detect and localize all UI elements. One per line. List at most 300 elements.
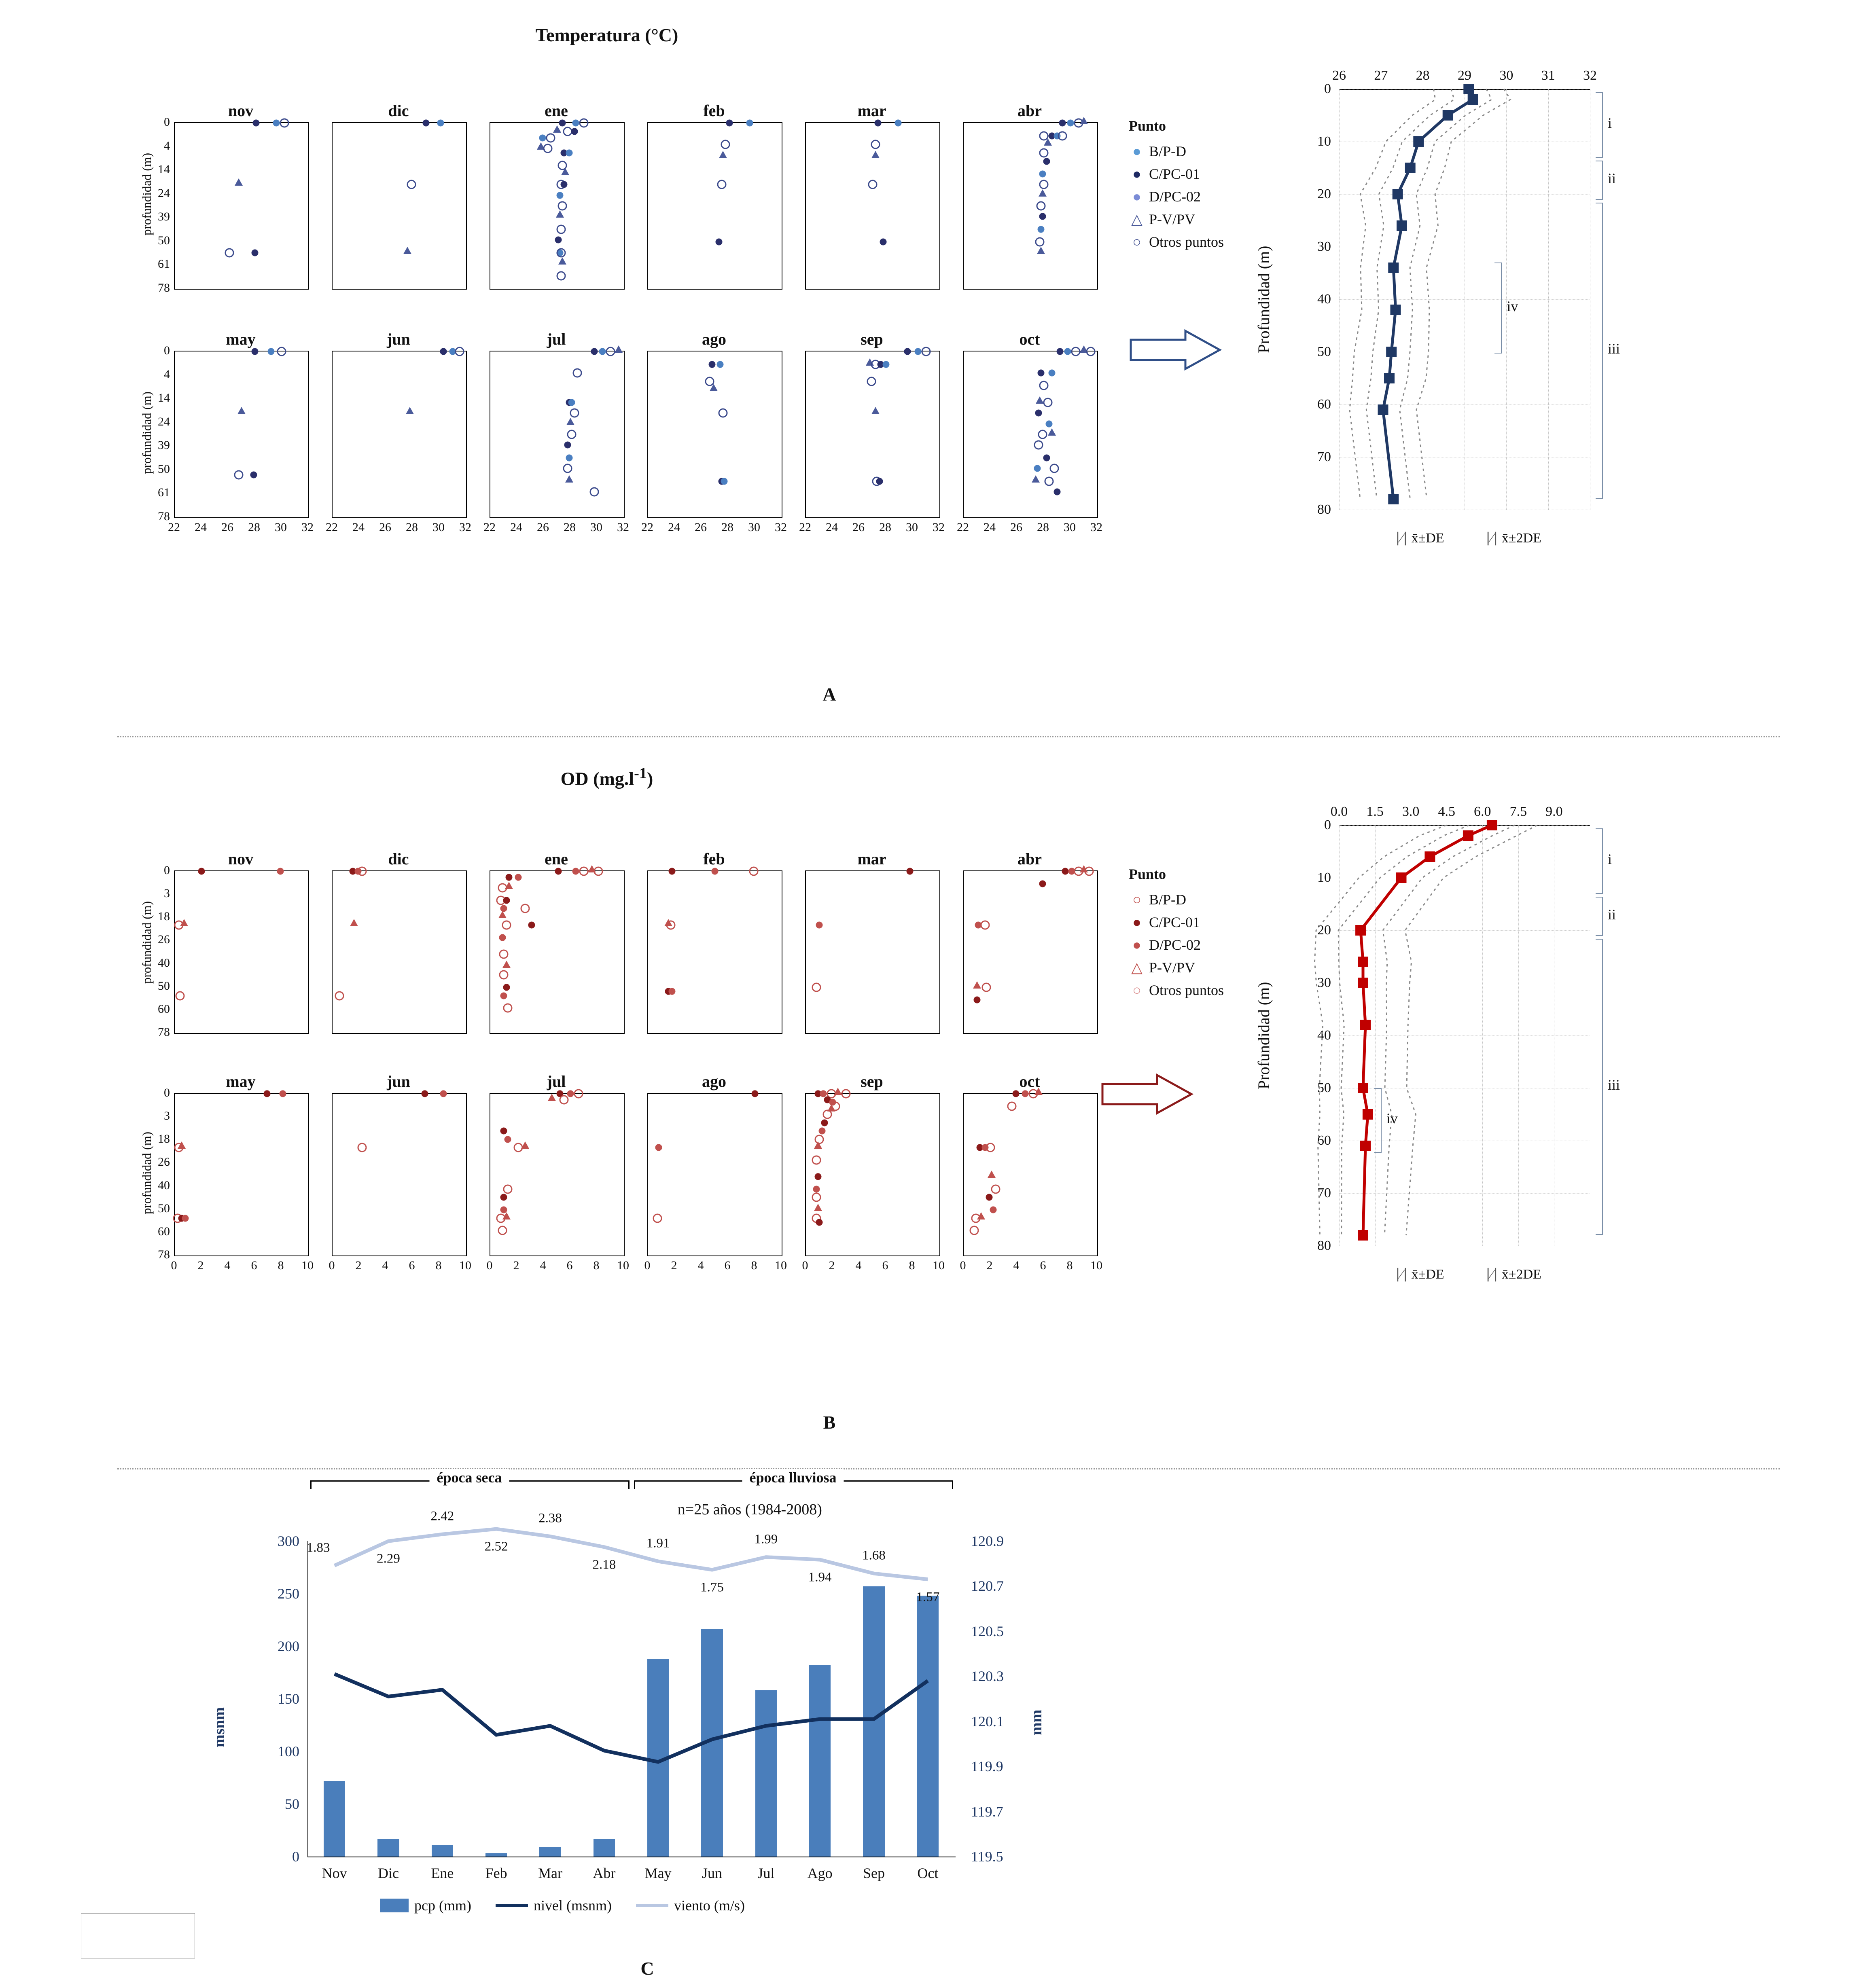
- profile-marker: [1384, 373, 1395, 383]
- data-point: [555, 237, 562, 243]
- data-point: [440, 1090, 447, 1097]
- y-tick-label: 3: [164, 887, 170, 900]
- panel-b-title: OD $(mg.l^{-1})$: [560, 765, 653, 789]
- y-tick-label: 24: [158, 186, 170, 200]
- x-tick-label: 22: [326, 521, 338, 534]
- y-tick-left: 0: [292, 1848, 299, 1865]
- panel-letter-b: B: [823, 1412, 836, 1433]
- y-tick-right: 119.7: [971, 1803, 1003, 1820]
- profile-marker: [1388, 263, 1399, 273]
- data-point: [986, 1143, 995, 1152]
- x-tick-label: 24: [510, 521, 522, 534]
- scatter-panel-jun: [332, 351, 467, 518]
- x-tick-label: 2: [355, 1259, 362, 1272]
- profile-marker: [1463, 84, 1474, 94]
- month-label-ago: ago: [702, 330, 726, 348]
- data-point: [565, 475, 573, 483]
- profile-marker: [1391, 305, 1401, 315]
- data-point: [198, 868, 205, 875]
- y-tick-label: 78: [158, 1025, 170, 1039]
- axis-title-profundidad-a1: profundidad (m): [140, 152, 154, 236]
- x-tick-label: 7.5: [1509, 804, 1527, 819]
- month-label-nov: nov: [228, 102, 254, 120]
- x-tick-label: 26: [1332, 68, 1346, 83]
- x-tick-label: 4: [224, 1259, 231, 1272]
- profile-marker: [1487, 820, 1497, 830]
- data-point: [982, 983, 991, 992]
- data-point: [182, 1215, 189, 1222]
- x-axis-jul: [486, 1256, 629, 1274]
- x-tick-label: 26: [379, 521, 391, 534]
- x-tick-label: 4: [382, 1259, 388, 1272]
- legend-label: C/PC-01: [1149, 914, 1200, 930]
- y-tick-label: 18: [158, 910, 170, 923]
- wind-value-label: 2.29: [377, 1551, 400, 1566]
- y-tick-label: 0: [164, 864, 170, 877]
- y-tick-label: 78: [158, 1248, 170, 1261]
- month-label-mar: mar: [857, 102, 886, 120]
- legend-punto-od: [1129, 866, 1224, 1001]
- x-axis-may: [168, 518, 314, 536]
- data-point: [225, 248, 234, 257]
- x-tick-label: 2: [671, 1259, 677, 1272]
- data-point: [666, 921, 676, 930]
- axis-title-msnm: msnm: [211, 1707, 228, 1747]
- x-axis-jun: [329, 1256, 471, 1274]
- y-tick-label: 3: [164, 1109, 170, 1123]
- y-tick-label: 40: [158, 1178, 170, 1192]
- data-point: [1038, 226, 1045, 233]
- data-point: [499, 934, 506, 941]
- month-label-may: may: [226, 330, 256, 348]
- data-point: [556, 271, 566, 281]
- data-point: [579, 867, 589, 876]
- month-label-sep: sep: [861, 1072, 883, 1090]
- data-point: [500, 1194, 507, 1201]
- data-point: [502, 961, 511, 968]
- x-tick-label: 32: [459, 521, 471, 534]
- data-point: [556, 224, 566, 234]
- zone-label-iii: iii: [1608, 1076, 1620, 1093]
- month-label-nov: nov: [228, 850, 254, 868]
- profile-chart-od: [1238, 781, 1643, 1412]
- profile-marker: [1393, 189, 1403, 199]
- data-point: [1043, 158, 1050, 165]
- wind-value-label: 1.68: [862, 1548, 886, 1563]
- y-tick-label: 30: [1317, 239, 1331, 254]
- y-tick-label: 24: [158, 415, 170, 428]
- data-point: [263, 1090, 270, 1097]
- scatter-panel-oct: [963, 351, 1098, 518]
- data-point: [556, 210, 564, 218]
- legend-item-otros: [1129, 979, 1224, 1001]
- data-point: [822, 1110, 832, 1119]
- data-point: [715, 239, 722, 246]
- scatter-panel-jul: [490, 351, 625, 518]
- zone-label-ii: ii: [1608, 170, 1616, 186]
- filled-circle-icon: ●: [1132, 143, 1141, 159]
- data-point: [1056, 348, 1063, 355]
- x-label-Oct: Oct: [917, 1865, 939, 1881]
- data-point: [566, 454, 572, 461]
- data-point: [574, 1089, 583, 1099]
- data-point: [868, 180, 878, 189]
- data-point: [669, 988, 676, 995]
- data-point: [566, 149, 572, 156]
- scatter-panel-ago: [647, 1093, 782, 1256]
- x-label-Dic: Dic: [378, 1865, 399, 1881]
- data-point: [500, 1128, 507, 1135]
- x-tick-label: 22: [957, 521, 969, 534]
- data-point: [821, 1119, 828, 1126]
- data-point: [403, 247, 411, 254]
- epoca-seca-tick: [310, 1480, 312, 1489]
- x-tick-label: 0: [960, 1259, 966, 1272]
- x-tick-label: 4: [855, 1259, 862, 1272]
- legend-band-2sd: ∣⁄∣ x̄±2DE: [1484, 1267, 1541, 1282]
- profile-marker: [1358, 957, 1368, 967]
- legend-item-bpd: [1129, 888, 1224, 911]
- month-label-abr: abr: [1017, 850, 1042, 868]
- data-point: [726, 120, 733, 127]
- month-label-oct: oct: [1019, 1072, 1040, 1090]
- data-point: [563, 464, 572, 473]
- data-point: [1037, 247, 1045, 254]
- x-tick-label: 28: [406, 521, 418, 534]
- data-point: [709, 361, 716, 368]
- data-point: [814, 1141, 822, 1149]
- x-tick-label: 3.0: [1402, 804, 1420, 819]
- data-point: [712, 868, 719, 875]
- profile-marker: [1360, 1020, 1371, 1030]
- data-point: [875, 120, 882, 127]
- x-tick-label: 28: [721, 521, 733, 534]
- data-point: [520, 904, 530, 913]
- x-tick-label: 2: [986, 1259, 993, 1272]
- month-label-jul: jul: [547, 1072, 566, 1090]
- legend-label: viento (m/s): [674, 1897, 745, 1914]
- zone-bracket-iv: [1494, 263, 1502, 354]
- y-tick-label: 18: [158, 1132, 170, 1146]
- panel-temperatura: [0, 0, 1859, 740]
- y-tick-label: 50: [1317, 344, 1331, 359]
- data-point: [561, 168, 569, 175]
- legend-label: D/PC-02: [1149, 937, 1201, 953]
- x-tick-label: 30: [748, 521, 760, 534]
- scatter-panel-mar: [805, 122, 940, 290]
- data-point: [1038, 430, 1047, 439]
- zone-bracket: [1596, 161, 1603, 200]
- profile-marker: [1396, 872, 1407, 883]
- open-circle-icon: ○: [1132, 891, 1141, 908]
- x-label-Jul: Jul: [757, 1865, 775, 1881]
- data-point: [1062, 868, 1068, 875]
- scatter-panel-may: [174, 1093, 309, 1256]
- arrow-to-profile-a: [1129, 328, 1226, 372]
- x-tick-label: 30: [590, 521, 602, 534]
- data-point: [543, 144, 552, 153]
- y-tick-label: 78: [158, 281, 170, 294]
- data-point: [749, 867, 758, 876]
- x-tick-label: 10: [1090, 1259, 1102, 1272]
- x-axis-jun: [326, 518, 471, 536]
- y-tick-right: 119.5: [971, 1848, 1003, 1865]
- x-axis-ago: [644, 1256, 787, 1274]
- data-point: [818, 1128, 825, 1135]
- data-point: [237, 407, 246, 414]
- y-tick-label: 10: [1317, 870, 1331, 885]
- data-point: [842, 1089, 851, 1099]
- x-axis-sep: [802, 1256, 945, 1274]
- zone-label-i: i: [1608, 115, 1612, 131]
- data-point: [719, 151, 727, 158]
- month-label-oct: oct: [1019, 330, 1040, 348]
- zone-bracket: [1596, 939, 1603, 1235]
- legend-label: C/PC-01: [1149, 166, 1200, 182]
- profile-marker: [1424, 851, 1435, 862]
- x-label-Ago: Ago: [807, 1865, 833, 1881]
- data-point: [814, 1173, 821, 1180]
- y-tick-label: 0: [1324, 81, 1331, 96]
- panel-divider-1: [117, 736, 1780, 737]
- sample-size-note: n=25 años (1984-2008): [677, 1501, 822, 1518]
- data-point: [1071, 347, 1081, 356]
- y-tick-label: 61: [158, 257, 170, 271]
- x-axis-jul: [483, 518, 629, 536]
- legend-title: Punto: [1129, 866, 1166, 882]
- data-point: [250, 471, 257, 478]
- legend-item-otros: [1129, 231, 1224, 253]
- data-point: [553, 125, 561, 133]
- data-point: [871, 407, 880, 414]
- wind-value-label: 2.18: [592, 1557, 616, 1572]
- data-point: [1032, 475, 1040, 483]
- scatter-panel-feb: [647, 870, 782, 1034]
- scatter-panel-ago: [647, 351, 782, 518]
- data-point: [1039, 381, 1049, 390]
- data-point: [1044, 138, 1052, 146]
- wind-value-label: 1.75: [700, 1580, 724, 1595]
- data-point: [556, 248, 566, 257]
- legend-item-cpc01: [1129, 163, 1224, 185]
- scatter-panel-mar: [805, 870, 940, 1034]
- data-point: [1034, 1088, 1043, 1095]
- data-point: [710, 384, 718, 391]
- data-point: [594, 867, 603, 876]
- wind-value-label: 1.99: [754, 1532, 778, 1547]
- data-point: [1035, 237, 1045, 247]
- data-point: [1039, 189, 1047, 197]
- data-point: [548, 1094, 556, 1101]
- y-tick-left: 100: [278, 1743, 299, 1759]
- data-point: [880, 239, 887, 246]
- data-point: [752, 1090, 759, 1097]
- legend-label: Otros puntos: [1149, 982, 1224, 998]
- epoca-lluviosa-tick: [952, 1480, 953, 1489]
- profile-marker: [1355, 925, 1366, 936]
- data-point: [1038, 369, 1045, 376]
- x-axis-ago: [641, 518, 787, 536]
- data-point: [253, 120, 260, 127]
- x-label-Mar: Mar: [538, 1865, 562, 1881]
- data-point: [555, 868, 562, 875]
- y-tick-left: 300: [278, 1533, 299, 1549]
- x-tick-label: 2: [829, 1259, 835, 1272]
- x-axis-oct: [960, 1256, 1102, 1274]
- y-tick-label: 10: [1317, 134, 1331, 149]
- panel-a-title: Temperatura (°C): [535, 25, 678, 45]
- profile-marker: [1388, 494, 1399, 504]
- data-point: [812, 1193, 821, 1202]
- data-point: [1067, 120, 1074, 127]
- data-point: [503, 897, 510, 904]
- zone-label-iv: iv: [1386, 1110, 1398, 1126]
- x-tick-label: 26: [695, 521, 707, 534]
- data-point: [721, 478, 728, 485]
- data-point: [571, 128, 578, 135]
- month-label-abr: abr: [1017, 102, 1042, 120]
- open-circle-icon: ○: [1132, 982, 1141, 998]
- data-point: [502, 1212, 511, 1219]
- data-point: [615, 345, 623, 353]
- legend-band-2sd: ∣⁄∣ x̄±2DE: [1484, 531, 1541, 546]
- data-point: [503, 1184, 512, 1194]
- x-axis-may: [171, 1256, 314, 1274]
- y-tick-right: 120.7: [971, 1578, 1004, 1594]
- x-label-Abr: Abr: [593, 1865, 616, 1881]
- wind-value-label: 1.83: [306, 1540, 330, 1555]
- data-point: [717, 361, 724, 368]
- data-point: [1043, 454, 1050, 461]
- data-point: [915, 348, 922, 355]
- data-point: [746, 120, 753, 127]
- month-label-sep: sep: [861, 330, 883, 348]
- legend-item-pvpv: [1129, 956, 1224, 979]
- x-tick-label: 24: [352, 521, 365, 534]
- scatter-panel-oct: [963, 1093, 1098, 1256]
- scatter-panel-sep: [805, 351, 940, 518]
- scatter-panel-ene: [490, 122, 625, 290]
- x-tick-label: 2: [197, 1259, 204, 1272]
- x-tick-label: 22: [168, 521, 180, 534]
- x-tick-label: 32: [301, 521, 314, 534]
- data-point: [816, 922, 823, 929]
- data-point: [1054, 488, 1061, 495]
- data-point: [669, 868, 676, 875]
- x-tick-label: 8: [435, 1259, 442, 1272]
- data-point: [871, 140, 880, 149]
- data-point: [1039, 213, 1046, 220]
- x-tick-label: 6: [1040, 1259, 1046, 1272]
- data-point: [280, 1090, 286, 1097]
- x-tick-label: 30: [906, 521, 918, 534]
- data-point: [277, 347, 286, 356]
- x-tick-label: 2: [513, 1259, 519, 1272]
- data-point: [423, 120, 430, 127]
- data-point: [1064, 348, 1071, 355]
- profile-marker: [1358, 1230, 1368, 1241]
- data-point: [1046, 420, 1053, 427]
- data-point: [335, 991, 344, 1000]
- x-tick-label: 0: [486, 1259, 493, 1272]
- legend-label: B/P-D: [1149, 891, 1187, 908]
- data-point: [812, 1156, 821, 1165]
- data-point: [820, 1090, 827, 1097]
- y-tick-label: 20: [1317, 923, 1331, 938]
- panel-letter-a: A: [822, 684, 836, 705]
- y-tick-label: 39: [158, 438, 170, 452]
- x-tick-label: 30: [1499, 68, 1513, 83]
- x-tick-label: 10: [459, 1259, 471, 1272]
- data-point: [567, 1090, 574, 1097]
- data-point: [178, 1141, 186, 1149]
- wind-value-label: 1.94: [808, 1570, 832, 1585]
- legend-item-viento: [636, 1897, 745, 1914]
- data-point: [1050, 464, 1059, 473]
- data-point: [498, 1226, 507, 1235]
- zone-bracket-iv: [1374, 1088, 1382, 1153]
- legend-label: pcp (mm): [414, 1897, 471, 1914]
- data-point: [980, 921, 990, 930]
- data-point: [406, 407, 414, 414]
- profile-curves: [1238, 781, 1643, 1412]
- data-point: [1034, 440, 1043, 450]
- x-tick-label: 24: [668, 521, 680, 534]
- data-point: [907, 868, 914, 875]
- y-tick-left: 200: [278, 1638, 299, 1654]
- climate-lines: [0, 1468, 1859, 1988]
- x-tick-label: 26: [852, 521, 865, 534]
- x-tick-label: 32: [1583, 68, 1597, 83]
- data-point: [579, 119, 589, 128]
- legend-label: P-V/PV: [1149, 959, 1196, 976]
- data-point: [977, 1212, 985, 1219]
- y-tick-label: 70: [1317, 449, 1331, 464]
- data-point: [990, 1207, 996, 1213]
- legend-item-dpc02: [1129, 185, 1224, 208]
- data-point: [498, 911, 507, 918]
- epoca-seca-tick: [628, 1480, 630, 1489]
- x-label-Feb: Feb: [485, 1865, 507, 1881]
- x-label-Sep: Sep: [863, 1865, 885, 1881]
- epoca-lluviosa-tick: [634, 1480, 635, 1489]
- profile-marker: [1468, 94, 1478, 105]
- zone-bracket: [1596, 92, 1603, 158]
- y-tick-label: 80: [1317, 1238, 1331, 1253]
- data-point: [505, 882, 513, 889]
- data-point: [1012, 1090, 1019, 1097]
- month-label-may: may: [226, 1072, 256, 1090]
- month-label-dic: dic: [388, 102, 409, 120]
- scatter-panel-dic: [332, 122, 467, 290]
- data-point: [556, 192, 563, 199]
- x-label-Jun: Jun: [702, 1865, 723, 1881]
- data-point: [1043, 398, 1052, 407]
- profile-marker: [1405, 163, 1416, 173]
- x-tick-label: 27: [1374, 68, 1388, 83]
- legend-label: Otros puntos: [1149, 234, 1224, 250]
- month-label-jun: jun: [387, 1072, 410, 1090]
- x-tick-label: 6.0: [1474, 804, 1491, 819]
- y-tick-label: 40: [158, 956, 170, 970]
- profile-marker: [1413, 136, 1424, 147]
- scatter-panel-sep: [805, 1093, 940, 1256]
- axis-title-profundidad-b2: profundidad (m): [140, 1131, 154, 1215]
- x-tick-label: 22: [799, 521, 811, 534]
- x-tick-label: 6: [409, 1259, 415, 1272]
- data-point: [568, 399, 575, 406]
- x-tick-label: 24: [195, 521, 207, 534]
